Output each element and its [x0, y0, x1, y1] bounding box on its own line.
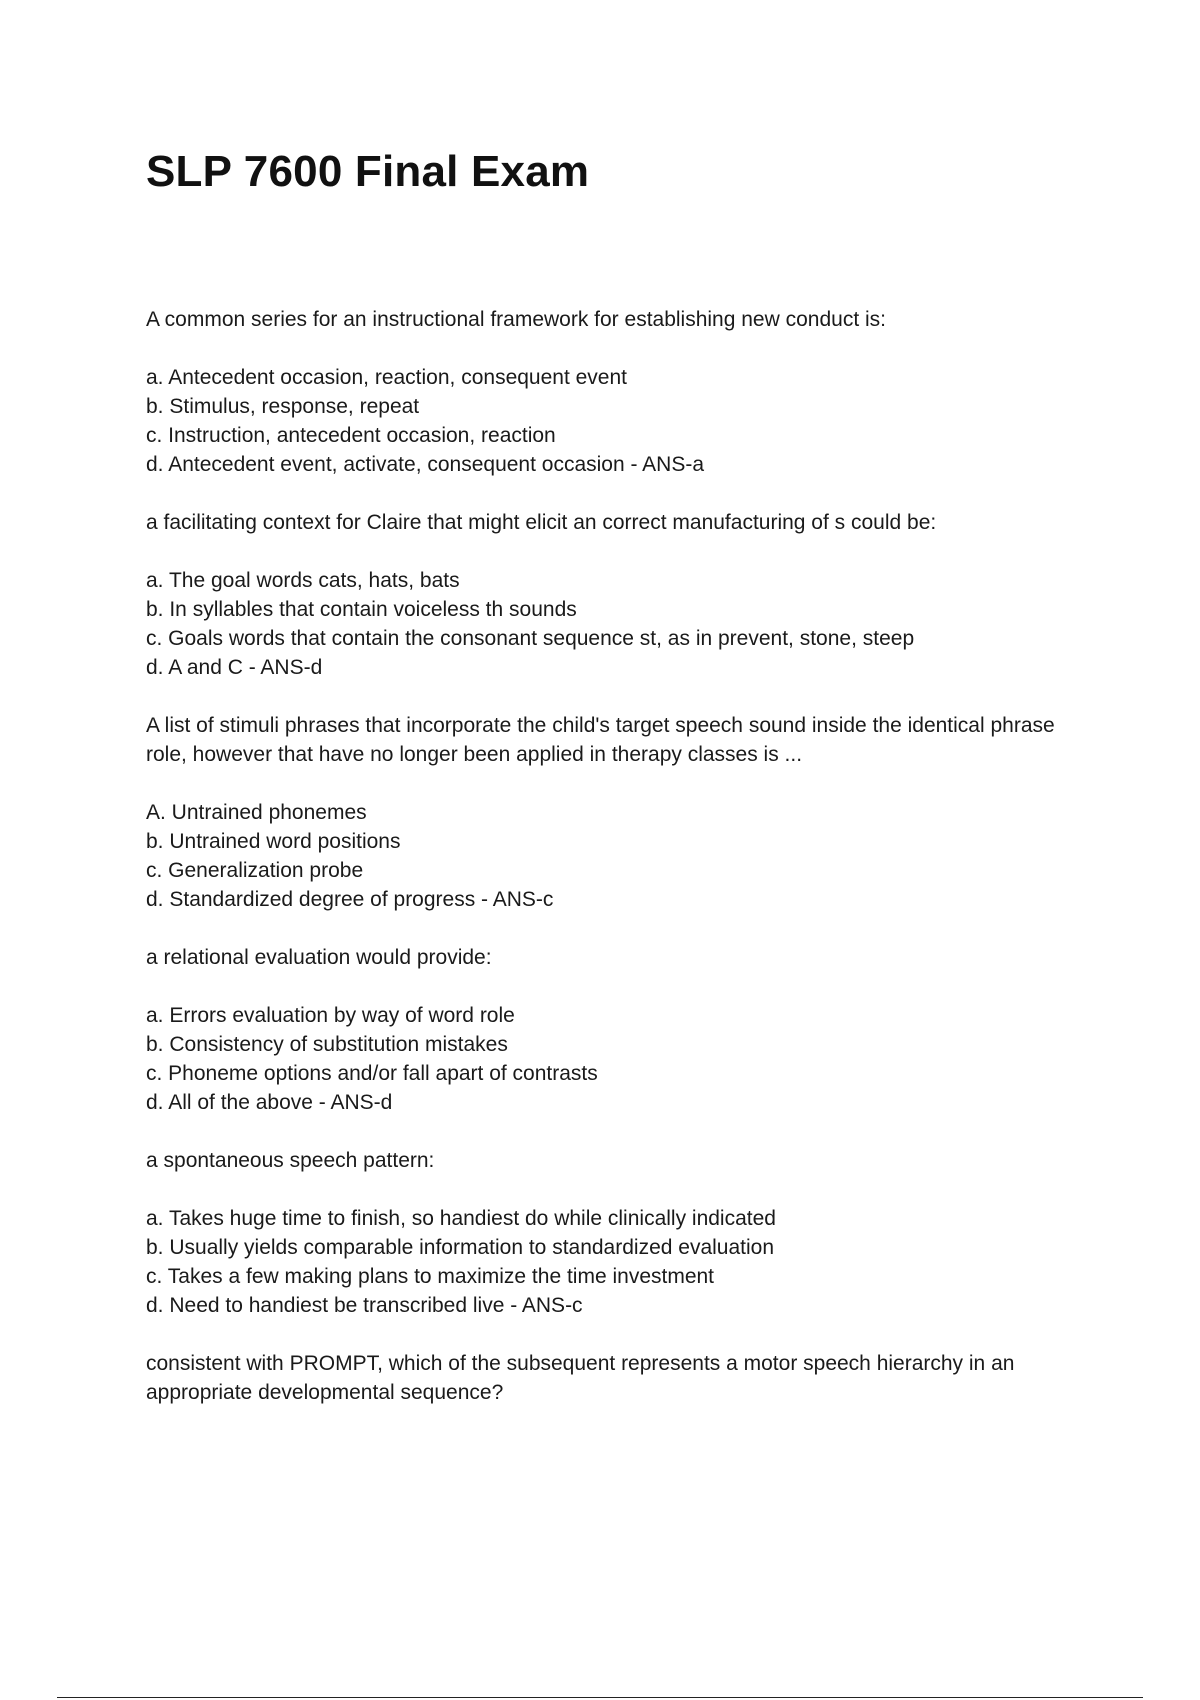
option-list	[146, 363, 1086, 479]
document-title: SLP 7600 Final Exam	[146, 147, 590, 196]
option-item: d. All of the above - ANS-d	[146, 1091, 393, 1114]
option-item: c. Takes a few making plans to maximize the time investment	[146, 1265, 715, 1288]
option-item: c. Instruction, antecedent occasion, reaction	[146, 424, 556, 447]
option-list	[146, 1001, 1086, 1117]
option-item: d. Need to handiest be transcribed live - ANS-c	[146, 1294, 583, 1317]
question-text: a relational evaluation would provide:	[146, 946, 492, 969]
question-text: A common series for an instructional framework for establishing new conduct is:	[146, 308, 886, 331]
option-item: d. A and C - ANS-d	[146, 656, 323, 679]
question-text: a facilitating context for Claire that might elicit an correct manufacturing of s could be:	[146, 511, 937, 534]
option-item: a. Errors evaluation by way of word role	[146, 1004, 515, 1027]
option-item: c. Phoneme options and/or fall apart of contrasts	[146, 1062, 598, 1085]
question-block	[146, 711, 1086, 914]
option-item: c. Goals words that contain the consonant sequence st, as in prevent, stone, steep	[146, 627, 915, 650]
option-item: b. Stimulus, response, repeat	[146, 395, 420, 418]
option-item: b. In syllables that contain voiceless th sounds	[146, 598, 577, 621]
question-block	[146, 1349, 1086, 1407]
option-item: b. Consistency of substitution mistakes	[146, 1033, 508, 1056]
option-item: A. Untrained phonemes	[146, 801, 367, 824]
footer-divider	[57, 1697, 1143, 1698]
option-item: a. Takes huge time to finish, so handiest do while clinically indicated	[146, 1207, 776, 1230]
question-text: consistent with PROMPT, which of the subsequent represents a motor speech hierarchy in an appropriate developmental sequence?	[146, 1352, 1015, 1404]
option-list	[146, 1204, 1086, 1320]
option-item: b. Usually yields comparable information to standardized evaluation	[146, 1236, 775, 1259]
question-text: A list of stimuli phrases that incorporate the child's target speech sound inside the identical phrase role, however that have no longer been applied in therapy classes is ...	[146, 714, 1055, 766]
option-item: c. Generalization probe	[146, 859, 364, 882]
option-list	[146, 798, 1086, 914]
question-text: a spontaneous speech pattern:	[146, 1149, 435, 1172]
question-block	[146, 508, 1086, 682]
option-item: a. Antecedent occasion, reaction, consequent event	[146, 366, 628, 389]
question-block	[146, 943, 1086, 1117]
option-list	[146, 566, 1086, 682]
option-item: b. Untrained word positions	[146, 830, 401, 853]
option-item: d. Standardized degree of progress - ANS-c	[146, 888, 554, 911]
question-block	[146, 1146, 1086, 1320]
question-block	[146, 305, 1086, 479]
option-item: a. The goal words cats, hats, bats	[146, 569, 460, 592]
question-list	[146, 305, 1086, 1436]
option-item: d. Antecedent event, activate, consequent occasion - ANS-a	[146, 453, 705, 476]
